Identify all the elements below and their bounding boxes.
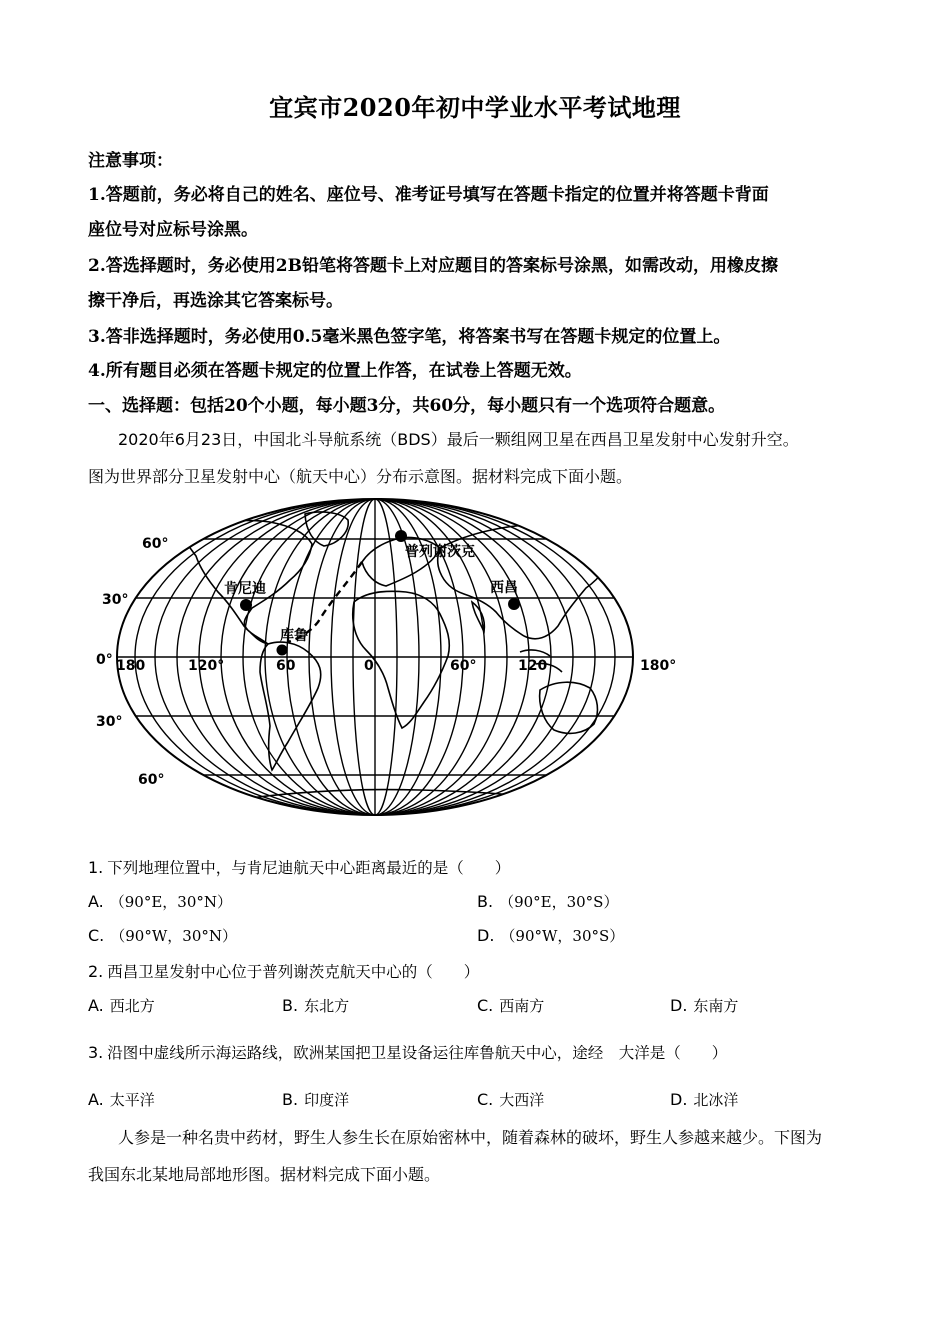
option-letter: D. — [670, 996, 688, 1015]
option-text: （90°E，30°N） — [109, 893, 232, 911]
map-label-kourou: 库鲁 — [280, 628, 308, 644]
longitude-labels — [116, 658, 676, 674]
question-3-option-a[interactable] — [88, 1089, 155, 1110]
question-3-option-d[interactable] — [670, 1089, 738, 1110]
lat-label-30s: 30° — [96, 714, 123, 730]
option-letter: A. — [88, 1090, 104, 1109]
world-map-figure — [96, 492, 700, 822]
option-letter: B. — [282, 996, 299, 1015]
map-label-xichang: 西昌 — [490, 580, 518, 596]
question-3 — [88, 1041, 727, 1063]
lon-label-180e: 180° — [640, 658, 677, 674]
notice-heading: 注意事项： — [88, 151, 173, 171]
option-text: 印度洋 — [304, 1091, 350, 1109]
notice-item-1-line-2: 座位号对应标号涂黑。 — [88, 220, 258, 240]
option-text: （90°W，30°S） — [500, 927, 625, 945]
xichang-marker — [508, 598, 520, 610]
option-letter: D. — [670, 1090, 688, 1109]
question-3-text: 沿图中虚线所示海运路线，欧洲某国把卫星设备运往库鲁航天中心，途经 大洋是（ ） — [107, 1044, 728, 1062]
lon-label-0: 0 — [364, 658, 374, 674]
material-2-line-2: 我国东北某地局部地形图。据材料完成下面小题。 — [88, 1165, 441, 1184]
map-label-plesetsk: 普列谢茨克 — [405, 544, 475, 560]
option-text: （90°W，30°N） — [110, 927, 237, 945]
question-2-text: 西昌卫星发射中心位于普列谢茨克航天中心的（ ） — [107, 963, 480, 981]
map-continents — [180, 512, 620, 804]
material-1-line-1: 2020年6月23日，中国北斗导航系统（BDS）最后一颗组网卫星在西昌卫星发射中心发射升空。 — [118, 430, 799, 449]
notice-item-4: 4.所有题目必须在答题卡规定的位置上作答，在试卷上答题无效。 — [88, 361, 582, 381]
option-text: 西北方 — [109, 997, 155, 1015]
option-letter: C. — [88, 926, 105, 945]
map-label-kennedy: 肯尼迪 — [224, 581, 266, 597]
lon-label-60w: 60 — [276, 658, 296, 674]
page-title: 宜宾市2020年初中学业水平考试地理 — [269, 93, 681, 122]
material-2-line-1: 人参是一种名贵中药材，野生人参生长在原始密林中，随着森林的破坏，野生人参越来越少。下图为 — [118, 1128, 823, 1147]
question-1-text: 下列地理位置中，与肯尼迪航天中心距离最近的是（ ） — [107, 859, 511, 877]
option-letter: C. — [477, 996, 494, 1015]
lat-label-0: 0° — [96, 652, 113, 668]
option-text: 东南方 — [693, 997, 739, 1015]
option-letter: C. — [477, 1090, 494, 1109]
question-3-number: 3. — [88, 1043, 104, 1062]
question-1 — [88, 856, 510, 878]
question-2-option-c[interactable] — [477, 995, 544, 1016]
kennedy-marker — [240, 599, 252, 611]
option-letter: B. — [477, 892, 494, 911]
notice-item-2-line-2: 擦干净后，再选涂其它答案标号。 — [88, 291, 343, 311]
question-1-option-b[interactable] — [477, 891, 618, 912]
option-text: 太平洋 — [109, 1091, 155, 1109]
lat-label-60s: 60° — [138, 772, 165, 788]
option-text: 北冰洋 — [693, 1091, 739, 1109]
india-outline — [472, 602, 484, 632]
question-2-option-d[interactable] — [670, 995, 738, 1016]
question-1-option-c[interactable] — [88, 925, 237, 946]
question-1-option-a[interactable] — [88, 891, 232, 912]
question-2-number: 2. — [88, 962, 104, 981]
lon-label-60e: 60° — [450, 658, 477, 674]
question-2 — [88, 960, 479, 982]
notice-item-1-line-1: 1.答题前，务必将自己的姓名、座位号、准考证号填写在答题卡指定的位置并将答题卡背面 — [88, 185, 769, 205]
asia-outline — [438, 524, 609, 639]
option-letter: A. — [88, 892, 104, 911]
option-text: 西南方 — [499, 997, 545, 1015]
lat-label-60n: 60° — [142, 536, 169, 552]
question-3-option-b[interactable] — [282, 1089, 349, 1110]
notice-item-2-line-1: 2.答选择题时，务必使用2B铅笔将答题卡上对应题目的答案标号涂黑，如需改动，用橡皮擦 — [88, 256, 778, 276]
option-letter: B. — [282, 1090, 299, 1109]
question-1-number: 1. — [88, 858, 104, 877]
lon-label-180w: 180 — [116, 658, 146, 674]
option-text: 大西洋 — [499, 1091, 545, 1109]
option-text: 东北方 — [304, 997, 350, 1015]
question-3-option-c[interactable] — [477, 1089, 544, 1110]
greenland-outline — [305, 512, 348, 546]
question-2-option-b[interactable] — [282, 995, 349, 1016]
lon-label-120e: 120 — [518, 658, 548, 674]
option-letter: D. — [477, 926, 495, 945]
question-1-option-d[interactable] — [477, 925, 624, 946]
kourou-marker — [277, 645, 288, 656]
lon-label-120w: 120° — [188, 658, 225, 674]
notice-item-3: 3.答非选择题时，务必使用0.5毫米黑色签字笔，将答案书写在答题卡规定的位置上。 — [88, 327, 731, 347]
new-zealand-outline — [614, 730, 620, 754]
material-1-line-2: 图为世界部分卫星发射中心（航天中心）分布示意图。据材料完成下面小题。 — [88, 467, 633, 486]
plesetsk-marker — [395, 530, 407, 542]
question-2-option-a[interactable] — [88, 995, 155, 1016]
lat-label-30n: 30° — [102, 592, 129, 608]
option-text: （90°E，30°S） — [499, 893, 619, 911]
option-letter: A. — [88, 996, 104, 1015]
section-heading: 一、选择题：包括20个小题，每小题3分，共60分，每小题只有一个选项符合题意。 — [88, 396, 726, 416]
